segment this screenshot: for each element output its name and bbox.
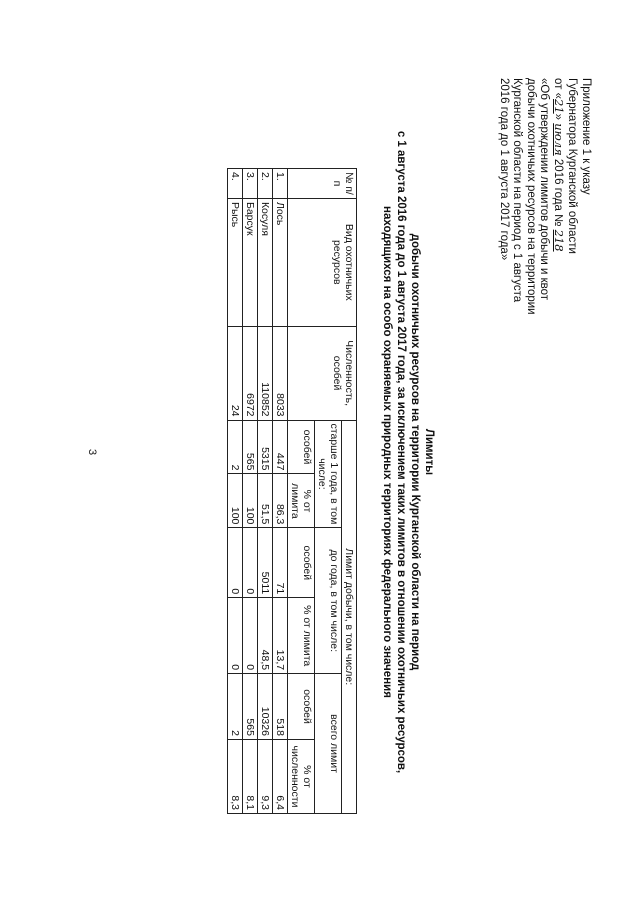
population-value: 24: [228, 326, 243, 420]
handwritten-day: 21: [552, 99, 566, 114]
annex-line-1: Приложение 1 к указу: [580, 78, 592, 195]
young-pct-value: 48,5: [258, 598, 273, 674]
species-name: Рысь: [228, 198, 243, 326]
annex-line-3: [551, 78, 566, 478]
species-name: Барсук: [243, 198, 258, 326]
older-pct-value: 51,5: [258, 474, 273, 528]
title-line-3: с 1 августа 2016 года до 1 августа 2017 года, за исключением таких лимитов в отношении охотничьих ресурсов,: [395, 130, 407, 774]
older-pct-value: 100: [243, 474, 258, 528]
header-total: всего лимит: [315, 674, 342, 814]
header-total-pct: % от численности: [288, 739, 315, 813]
young-head-value: 0: [228, 528, 243, 598]
species-name: Косуля: [258, 198, 273, 326]
header-young-pct: % от лимита: [288, 598, 315, 674]
table-row: [273, 169, 288, 814]
header-population: Численность, особей: [288, 326, 357, 420]
total-pct-value: 6,4: [273, 739, 288, 813]
row-number: 2.: [258, 169, 273, 199]
young-pct-value: 0: [228, 598, 243, 674]
annex-line-6: Курганской области на период с 1 августа: [511, 78, 524, 303]
total-head-value: 2: [228, 674, 243, 740]
handwritten-month: июля: [552, 123, 566, 156]
young-pct-value: 13,7: [273, 598, 288, 674]
document-title: [380, 62, 436, 842]
annex-line-7: 2016 года до 1 августа 2017 года»: [498, 78, 510, 261]
header-older-pct: % от лимита: [288, 474, 315, 528]
annex-header: [497, 78, 593, 478]
young-pct-value: 0: [243, 598, 258, 674]
header-no: № п/п: [288, 169, 357, 199]
header-species: Вид охотничьих ресурсов: [288, 198, 357, 326]
species-name: Лось: [273, 198, 288, 326]
young-head-value: 0: [243, 528, 258, 598]
population-value: 110852: [258, 326, 273, 420]
header-young-head: особей: [288, 528, 315, 598]
page-number: 3: [86, 448, 99, 456]
annex-year-label: 2016 года №: [552, 155, 564, 230]
header-older: старше 1 года, в том числе:: [315, 420, 342, 528]
older-head-value: 5315: [258, 420, 273, 474]
total-pct-value: 8,1: [243, 739, 258, 813]
title-line-2: добычи охотничьих ресурсов на территории Курганской области на период: [409, 233, 421, 671]
annex-date-prefix: от «: [552, 78, 564, 100]
total-pct-value: 8,3: [228, 739, 243, 813]
title-line-1: Лимиты: [423, 428, 435, 476]
population-value: 8033: [273, 326, 288, 420]
young-head-value: 5011: [258, 528, 273, 598]
total-head-value: 565: [243, 674, 258, 740]
older-head-value: 447: [273, 420, 288, 474]
older-head-value: 2: [228, 420, 243, 474]
handwritten-number: 218: [552, 229, 566, 252]
total-pct-value: 9,3: [258, 739, 273, 813]
annex-line-5: добычи охотничьих ресурсов на территории: [525, 78, 537, 315]
table-row: [243, 169, 258, 814]
annex-line-4: «Об утверждении лимитов добычи и квот: [538, 78, 551, 301]
table-row: [258, 169, 273, 814]
header-younger: до года, в том числе:: [315, 528, 342, 674]
population-value: 6972: [243, 326, 258, 420]
header-limit: Лимит добычи, в том числе:: [342, 420, 357, 813]
title-line-4: находящихся на особо охраняемых природных территориях федерального значения: [381, 206, 393, 698]
older-pct-value: 86,3: [273, 474, 288, 528]
total-head-value: 518: [273, 674, 288, 740]
row-number: 3.: [243, 169, 258, 199]
table-row: [228, 169, 243, 814]
annex-date-sep: »: [552, 113, 564, 124]
total-head-value: 10326: [258, 674, 273, 740]
limits-table: [227, 168, 357, 814]
rotated-document-content: [40, 42, 600, 862]
older-pct-value: 100: [228, 474, 243, 528]
header-total-head: особей: [288, 674, 315, 740]
annex-line-2: Губернатора Курганской области: [566, 78, 579, 254]
header-row-1: [342, 169, 357, 814]
header-older-head: особей: [288, 420, 315, 474]
row-number: 1.: [273, 169, 288, 199]
row-number: 4.: [228, 169, 243, 199]
older-head-value: 565: [243, 420, 258, 474]
young-head-value: 71: [273, 528, 288, 598]
